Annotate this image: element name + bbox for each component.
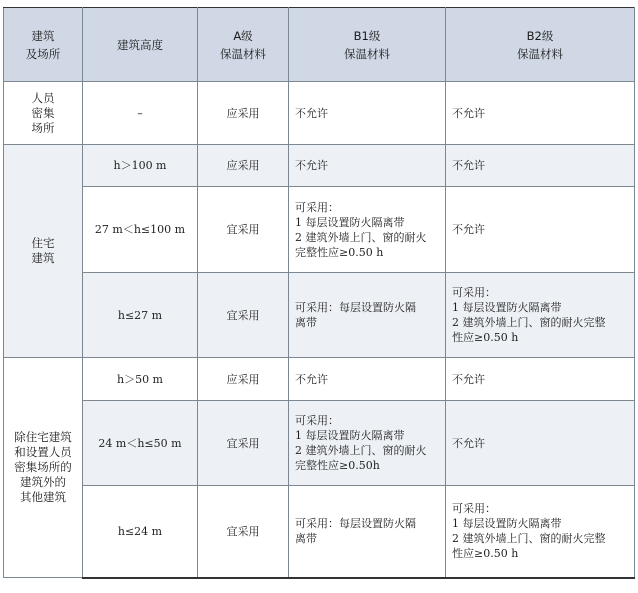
class-b1-cell	[289, 82, 446, 145]
header-class-b1	[289, 8, 446, 82]
text-line: B1级	[353, 28, 381, 43]
text-line: 2 建筑外墙上门、窗的耐火	[295, 444, 427, 457]
table-row	[4, 401, 635, 486]
text-line: 1 每层设置防火隔离带	[295, 215, 405, 229]
text-line: 不允许	[295, 372, 328, 386]
text-line: 可采用：每层设置防火隔	[295, 301, 416, 314]
class-b2-cell	[446, 82, 635, 145]
text-line: 1 每层设置防火隔离带	[452, 517, 562, 531]
text-line: 性应≥0.50 h	[452, 547, 519, 561]
text-line: 不允许	[452, 372, 485, 386]
header-class-b2	[446, 8, 635, 82]
class-a-cell: 应采用	[198, 145, 289, 187]
text-line: 建筑	[31, 28, 55, 43]
text-line: 保温材料	[344, 46, 390, 61]
header-class-a	[198, 8, 289, 82]
text-line: 保温材料	[517, 46, 563, 61]
text-line: B2级	[526, 28, 554, 43]
text-line: 不允许	[452, 159, 485, 172]
class-b1-cell	[289, 401, 446, 486]
class-b2-cell	[446, 145, 635, 187]
text-line: 不允许	[452, 436, 485, 450]
text-line: 不允许	[295, 106, 328, 120]
table-row	[4, 486, 635, 578]
text-line: 可采用：	[452, 286, 496, 299]
table-row	[4, 82, 635, 145]
class-a-cell: 宜采用	[198, 486, 289, 578]
class-b1-cell	[289, 273, 446, 358]
class-b2-cell	[446, 358, 635, 401]
text-line: 2 建筑外墙上门、窗的耐火完整	[452, 532, 606, 546]
class-a-cell: 宜采用	[198, 187, 289, 273]
table-row	[4, 145, 635, 187]
header-building-type	[4, 8, 83, 82]
text-line: 2 建筑外墙上门、窗的耐火完整	[452, 316, 606, 329]
text-line: A级	[233, 28, 253, 43]
text-line: 性应≥0.50 h	[452, 331, 519, 344]
text-line: 完整性应≥0.50 h	[295, 245, 384, 259]
table-row	[4, 187, 635, 273]
insulation-material-table	[3, 7, 635, 579]
text-line: 2 建筑外墙上门、窗的耐火	[295, 230, 427, 244]
class-a-cell: 宜采用	[198, 401, 289, 486]
text-line: 保温材料	[220, 46, 266, 61]
text-line: 人员	[31, 90, 55, 105]
height-cell: h≤24 m	[83, 486, 198, 578]
text-line: 可采用：	[452, 502, 496, 516]
text-line: 完整性应≥0.50h	[295, 459, 380, 472]
text-line: 1 每层设置防火隔离带	[452, 301, 562, 314]
class-a-cell: 宜采用	[198, 273, 289, 358]
height-cell: h＞50 m	[83, 358, 198, 401]
class-b2-cell	[446, 401, 635, 486]
text-line: 密集场所的	[14, 460, 72, 474]
table-row	[4, 273, 635, 358]
class-b1-cell	[289, 358, 446, 401]
text-line: 建筑	[31, 251, 55, 265]
text-line: 及场所	[25, 46, 61, 61]
text-line: 和设置人员	[14, 445, 72, 459]
height-cell: 27 m＜h≤100 m	[83, 187, 198, 273]
text-line: 建筑高度	[117, 37, 163, 52]
category-cell	[4, 82, 83, 145]
class-a-cell: 应采用	[198, 358, 289, 401]
height-cell: 24 m＜h≤50 m	[83, 401, 198, 486]
table-row	[4, 358, 635, 401]
text-line: 场所	[31, 120, 55, 135]
category-cell	[4, 145, 83, 358]
height-cell: h≤27 m	[83, 273, 198, 358]
class-b2-cell	[446, 486, 635, 578]
text-line: 可采用：	[295, 414, 339, 427]
header-building-height	[83, 8, 198, 82]
text-line: 离带	[295, 316, 317, 329]
text-line: 密集	[31, 105, 55, 120]
text-line: 不允许	[452, 106, 485, 120]
class-b1-cell	[289, 187, 446, 273]
text-line: 1 每层设置防火隔离带	[295, 429, 405, 442]
category-cell	[4, 358, 83, 578]
text-line: 不允许	[295, 159, 328, 172]
text-line: 其他建筑	[20, 490, 66, 504]
class-b1-cell	[289, 486, 446, 578]
height-cell: –	[83, 82, 198, 145]
text-line: 可采用：每层设置防火隔	[295, 517, 416, 531]
text-line: 可采用：	[295, 200, 339, 214]
class-b2-cell	[446, 273, 635, 358]
text-line: 住宅	[31, 236, 55, 250]
height-cell: h＞100 m	[83, 145, 198, 187]
text-line: 不允许	[452, 223, 485, 236]
fire-insulation-table-container	[3, 7, 634, 579]
text-line: 除住宅建筑	[14, 430, 72, 444]
text-line: 离带	[295, 532, 317, 546]
class-b1-cell	[289, 145, 446, 187]
class-b2-cell	[446, 187, 635, 273]
class-a-cell: 应采用	[198, 82, 289, 145]
header-row	[4, 8, 635, 82]
text-line: 建筑外的	[20, 475, 66, 489]
